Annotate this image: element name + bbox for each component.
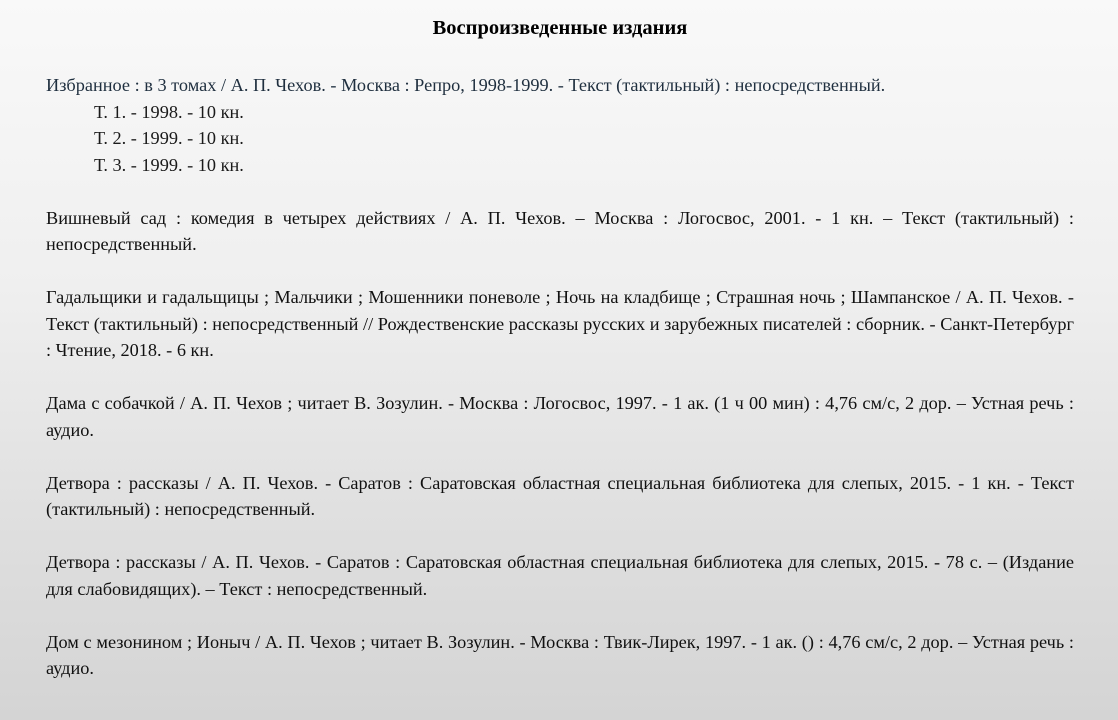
bibliography-entry-izbrannoe (46, 72, 1074, 178)
slide-title: Воспроизведенные издания (432, 17, 688, 39)
entry-text: Избранное : в 3 томах / А. П. Чехов. - Москва : Репро, 1998-1999. - Текст (тактильный) : непосредственный. (46, 75, 886, 95)
bibliography-entry-gadalshchiki (46, 284, 1074, 364)
bibliography-entry-detvora-tactile (46, 470, 1074, 523)
entry-text: Гадальщики и гадальщицы ; Мальчики ; Мошенники поневоле ; Ночь на кладбище ; Страшная ночь ; Шампанское / А. П. Чехов. - Текст (тактильный) : непосредственный // Рождественские рассказы русских и зарубежных писателей : сборник. - Санкт-Петербург : Чтение, 2018. - 6 кн. (46, 287, 1074, 360)
entry-text: Детвора : рассказы / А. П. Чехов. - Саратов : Саратовская областная специальная библиотека для слепых, 2015. - 1 кн. - Текст (тактильный) : непосредственный. (46, 472, 1074, 519)
entry-text: Детвора : рассказы / А. П. Чехов. - Саратов : Саратовская областная специальная библиотека для слепых, 2015. - 78 с. – (Издание для слабовидящих). – Текст : непосредственный. (46, 552, 1074, 599)
bibliography-entry-dama-s-sobachkoi (46, 390, 1074, 443)
entry-text: Дама с собачкой / А. П. Чехов ; читает В. Зозулин. - Москва : Логосвос, 1997. - 1 ак. (1 ч 00 мин) : 4,76 см/с, 2 дор. – Устная речь : аудио. (46, 393, 1074, 440)
entry-text: Вишневый сад : комедия в четырех действиях / А. П. Чехов. – Москва : Логосвос, 2001. - 1 кн. – Текст (тактильный) : непосредственный. (46, 207, 1074, 254)
bibliography-list (46, 72, 1074, 682)
entry-text: Дом с мезонином ; Ионыч / А. П. Чехов ; читает В. Зозулин. - Москва : Твик-Лирек, 1997. - 1 ак. () : 4,76 см/с, 2 дор. – Устная речь : аудио. (46, 631, 1074, 678)
volume-item: Т. 1. - 1998. - 10 кн. (94, 101, 244, 122)
bibliography-entry-vishnevyi-sad (46, 205, 1074, 258)
bibliography-entry-dom-s-mezoninom (46, 629, 1074, 682)
bibliography-entry-detvora-large-print (46, 549, 1074, 602)
volume-item: Т. 2. - 1999. - 10 кн. (94, 128, 244, 148)
volume-item: Т. 3. - 1999. - 10 кн. (94, 154, 244, 175)
